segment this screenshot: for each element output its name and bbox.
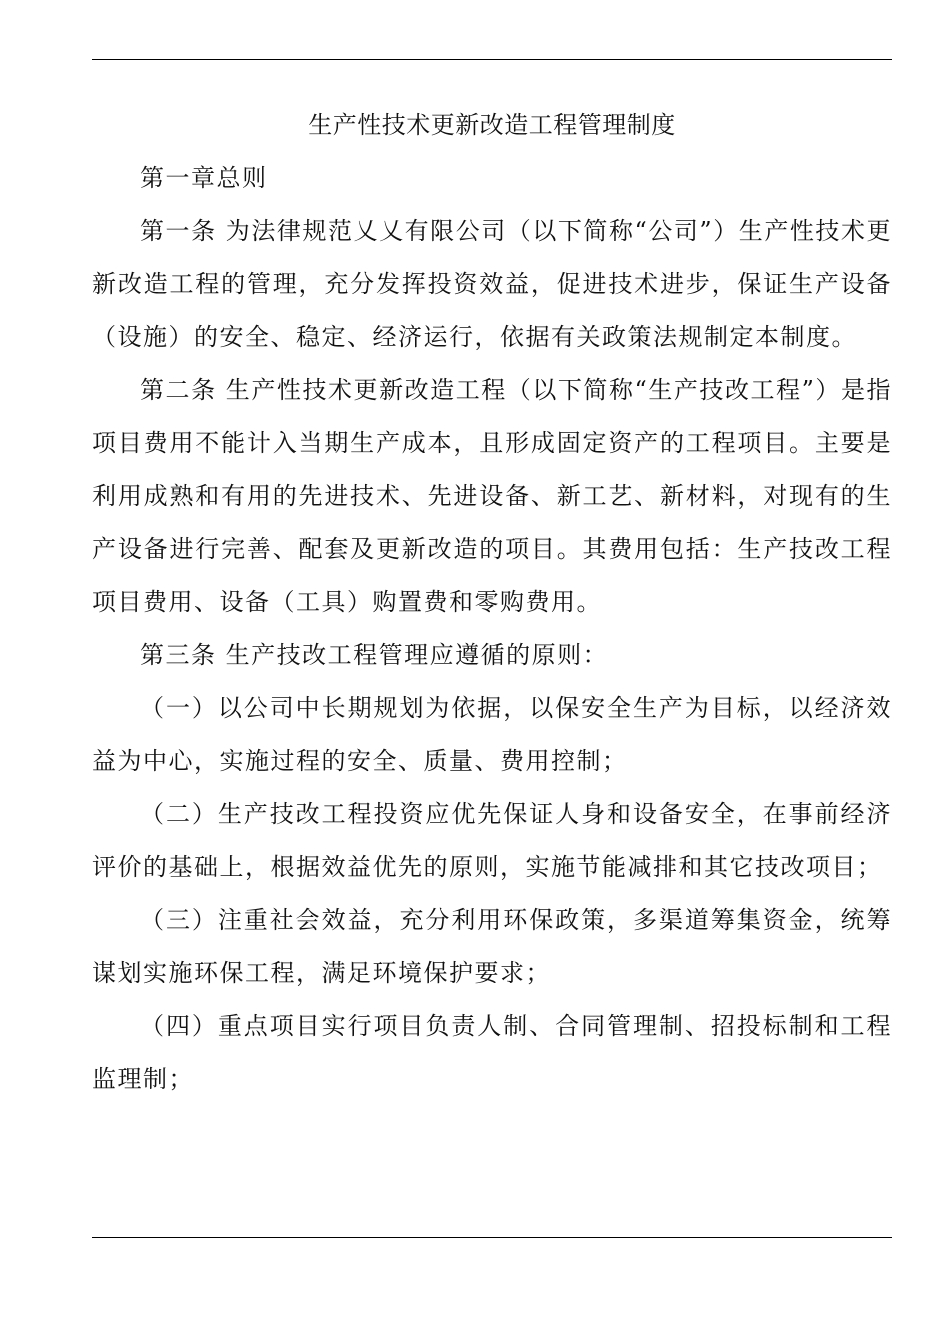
principle-1: （一）以公司中长期规划为依据，以保安全生产为目标，以经济效益为中心，实施过程的安全、质量、费用控制； — [92, 694, 892, 775]
principle-3: （三）注重社会效益，充分利用环保政策，多渠道筹集资金，统筹谋划实施环保工程，满足环境保护要求； — [92, 906, 892, 987]
header-rule — [92, 59, 892, 60]
article-1: 第一条 为法律规范乂乂有限公司（以下简称“公司”）生产性技术更新改造工程的管理，充分发挥投资效益，促进技术进步，保证生产设备（设施）的安全、稳定、经济运行，依据有关政策法规制定本制度。 — [92, 217, 892, 351]
article-3: 第三条 生产技改工程管理应遵循的原则： — [140, 641, 609, 669]
document-body — [92, 98, 892, 1106]
chapter-heading: 第一章总则 — [140, 164, 268, 192]
footer-rule — [92, 1237, 892, 1238]
principle-2: （二）生产技改工程投资应优先保证人身和设备安全，在事前经济评价的基础上，根据效益优先的原则，实施节能减排和其它技改项目； — [92, 800, 892, 881]
principle-4: （四）重点项目实行项目负责人制、合同管理制、招投标制和工程监理制； — [92, 1012, 892, 1093]
document-title: 生产性技术更新改造工程管理制度 — [308, 111, 676, 139]
article-2: 第二条 生产性技术更新改造工程（以下简称“生产技改工程”）是指项目费用不能计入当期生产成本，且形成固定资产的工程项目。主要是利用成熟和有用的先进技术、先进设备、新工艺、新材料，对现有的生产设备进行完善、配套及更新改造的项目。其费用包括：生产技改工程项目费用、设备（工具）购置费和零购费用。 — [92, 376, 892, 616]
